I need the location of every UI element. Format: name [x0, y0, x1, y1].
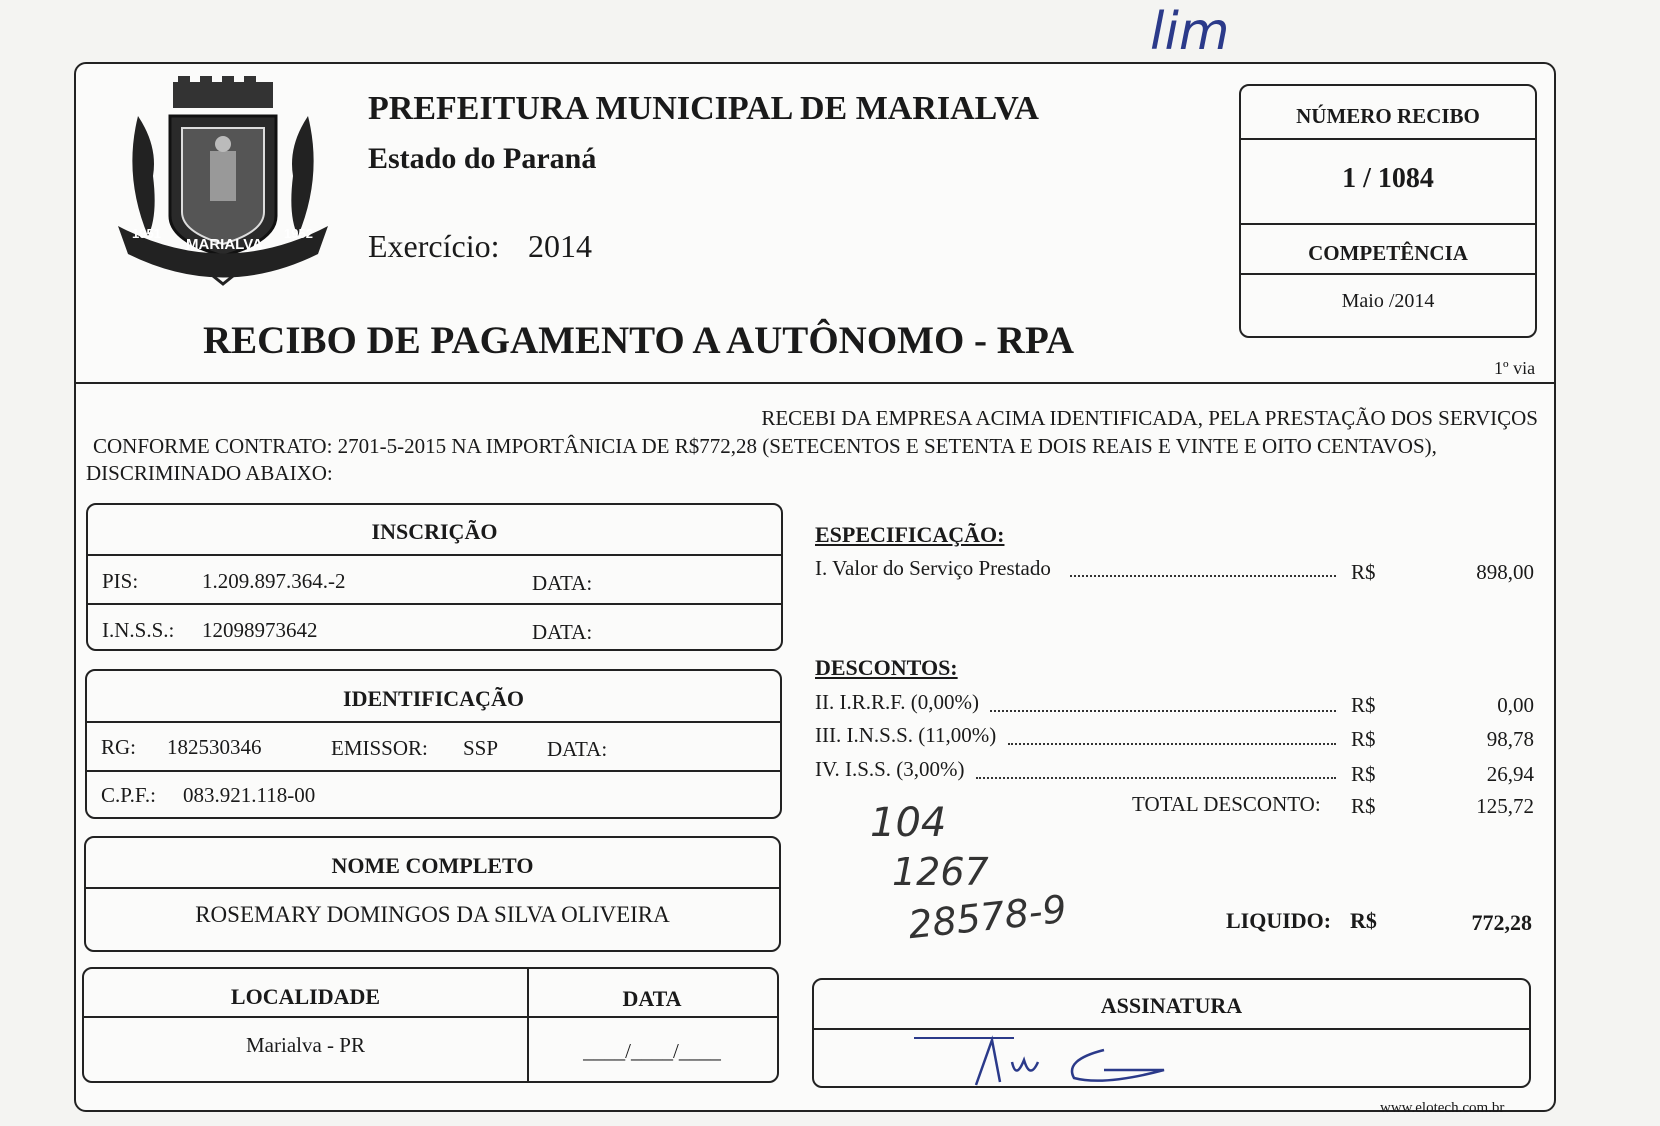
- exercise-year: 2014: [528, 228, 592, 264]
- header-divider: [74, 382, 1556, 384]
- handwritten-note-2: 1267: [892, 850, 989, 894]
- receipt-number-box: [1239, 84, 1537, 338]
- liquido-label: LIQUIDO:: [1226, 908, 1332, 933]
- desconto-iss-currency: R$: [1351, 762, 1376, 786]
- localidade-title: LOCALIDADE: [230, 984, 381, 1009]
- liquido-value: 772,28: [1471, 910, 1532, 935]
- desconto-inss-value: 98,78: [1486, 727, 1534, 751]
- inss-date-label: DATA:: [532, 620, 593, 644]
- leader-dots: [1070, 575, 1336, 577]
- identificacao-box: [85, 669, 782, 819]
- spec-item-currency: R$: [1351, 560, 1376, 584]
- rg-value: 182530346: [167, 735, 262, 759]
- inscricao-box: [86, 503, 783, 651]
- desconto-inss-currency: R$: [1351, 727, 1376, 751]
- desconto-inss-label: III. I.N.S.S. (11,00%): [815, 723, 997, 747]
- exercise-label: Exercício:: [368, 228, 500, 264]
- desconto-iss-label: IV. I.S.S. (3,00%): [815, 757, 965, 781]
- spec-item-label: I. Valor do Serviço Prestado: [815, 556, 1051, 580]
- emissor-value: SSP: [463, 736, 499, 760]
- inscricao-title: INSCRIÇÃO: [371, 519, 498, 544]
- liquido-currency: R$: [1350, 908, 1377, 933]
- cpf-label: C.P.F.:: [101, 783, 156, 807]
- state-name: Estado do Paraná: [368, 142, 597, 175]
- coat-of-arms-logo: [118, 76, 328, 286]
- leader-dots: [990, 710, 1336, 712]
- statement-line-3: DISCRIMINADO ABAIXO:: [86, 461, 333, 485]
- statement-line-1: RECEBI DA EMPRESA ACIMA IDENTIFICADA, PELA PRESTAÇÃO DOS SERVIÇOS: [761, 406, 1538, 430]
- especificacao-title: ESPECIFICAÇÃO:: [815, 522, 1005, 547]
- total-desconto-value: 125,72: [1476, 794, 1534, 818]
- desconto-iss-value: 26,94: [1486, 762, 1534, 786]
- pis-date-label: DATA:: [532, 571, 593, 595]
- total-desconto-label: TOTAL DESCONTO:: [1132, 792, 1321, 816]
- receipt-number-value: 1 / 1084: [1342, 163, 1434, 194]
- footer-website: www.elotech.com.br: [1380, 1100, 1505, 1116]
- date-blank: ____/____/____: [583, 1039, 721, 1063]
- handwritten-note-1: 104: [870, 800, 947, 846]
- leader-dots: [976, 777, 1336, 779]
- crest-year-left: 1951: [132, 226, 161, 241]
- rg-label: RG:: [101, 735, 137, 759]
- handwritten-note-3: 28578-9: [906, 886, 1069, 948]
- competence-label: COMPETÊNCIA: [1308, 241, 1468, 265]
- identificacao-title: IDENTIFICAÇÃO: [343, 686, 524, 711]
- inss-value: 12098973642: [202, 618, 318, 642]
- total-desconto-currency: R$: [1351, 794, 1376, 818]
- spec-item-value: 898,00: [1476, 560, 1534, 584]
- desconto-irrf-currency: R$: [1351, 693, 1376, 717]
- via-label: 1º via: [1494, 358, 1536, 378]
- handwritten-initials: lim: [1150, 2, 1230, 62]
- nome-completo-box: [84, 836, 781, 952]
- handwritten-signature: [904, 1020, 1224, 1090]
- desconto-irrf-value: 0,00: [1497, 693, 1534, 717]
- desconto-irrf-label: II. I.R.R.F. (0,00%): [815, 690, 979, 714]
- inss-label: I.N.S.S.:: [102, 618, 175, 642]
- receipt-number-label: NÚMERO RECIBO: [1296, 104, 1480, 128]
- localidade-box: [82, 967, 779, 1083]
- org-name: PREFEITURA MUNICIPAL DE MARIALVA: [368, 90, 1039, 127]
- document-title: RECIBO DE PAGAMENTO A AUTÔNOMO - RPA: [203, 319, 1075, 362]
- data-title: DATA: [622, 986, 682, 1011]
- nome-completo-title: NOME COMPLETO: [331, 853, 534, 878]
- emissor-label: EMISSOR:: [331, 736, 428, 760]
- assinatura-box: [812, 978, 1531, 1088]
- pis-value: 1.209.897.364.-2: [202, 569, 346, 593]
- assinatura-title: ASSINATURA: [1100, 993, 1243, 1018]
- localidade-value: Marialva - PR: [246, 1033, 365, 1057]
- nome-completo-value: ROSEMARY DOMINGOS DA SILVA OLIVEIRA: [195, 902, 670, 927]
- crest-motto: MARIALVA: [186, 236, 263, 253]
- descontos-title: DESCONTOS:: [815, 655, 958, 680]
- leader-dots: [1008, 743, 1336, 745]
- crest-year-right: 1952: [284, 226, 313, 241]
- statement-line-2: CONFORME CONTRATO: 2701-5-2015 NA IMPORTÂNICIA DE R$772,28 (SETECENTOS E SETENTA E DOIS REAIS E VINTE E OITO CENTAVOS),: [93, 434, 1437, 458]
- rg-date-label: DATA:: [547, 737, 608, 761]
- pis-label: PIS:: [102, 569, 139, 593]
- competence-value: Maio /2014: [1341, 290, 1435, 312]
- cpf-value: 083.921.118-00: [183, 783, 316, 807]
